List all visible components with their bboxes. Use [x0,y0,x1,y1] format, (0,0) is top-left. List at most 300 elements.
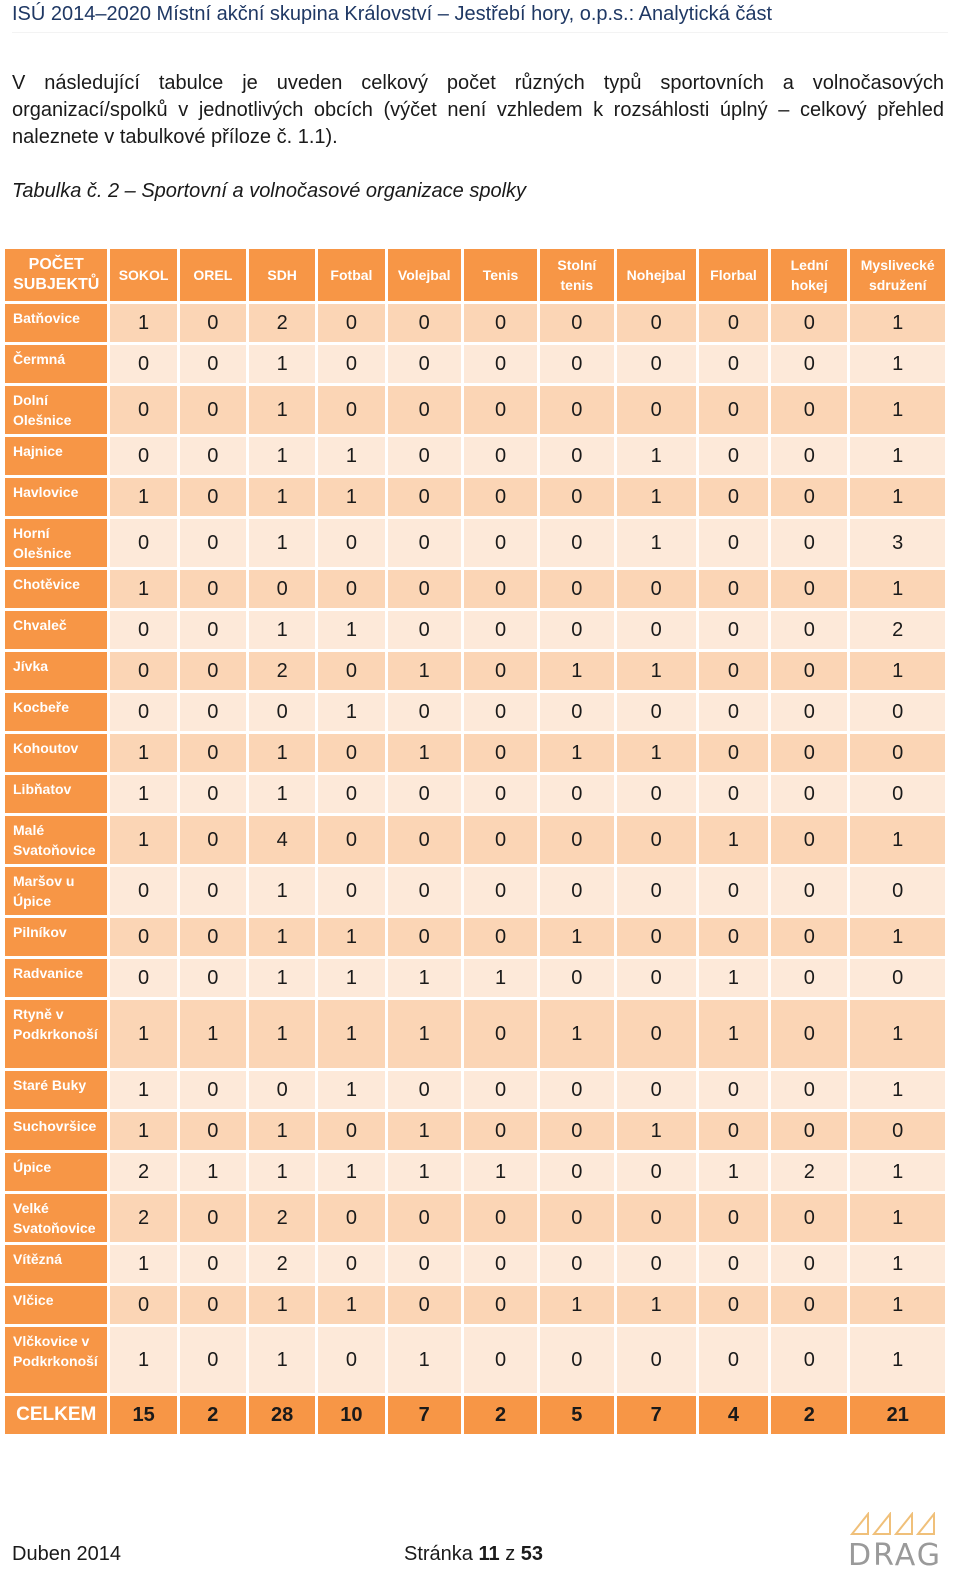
table-cell: 1 [180,1153,246,1191]
table-cell: 1 [699,1153,768,1191]
table-cell: 0 [617,959,696,997]
table-cell: 0 [617,386,696,434]
table-row [5,437,945,475]
table-cell: 2 [110,1153,176,1191]
table-cell: 0 [617,775,696,813]
total-row [5,1396,945,1434]
table-cell: 0 [180,345,246,383]
table-cell: 0 [771,1245,847,1283]
table-cell: 0 [540,437,613,475]
table-cell: 0 [699,1112,768,1150]
table-cell: 0 [771,816,847,864]
table-cell: 0 [388,1245,461,1283]
row-label: Jívka [5,652,107,690]
table-cell: 0 [540,867,613,915]
table-cell: 1 [699,1000,768,1068]
table-cell: 0 [464,775,537,813]
page-current: 11 [478,1543,500,1565]
table-cell: 0 [617,1327,696,1393]
table-row [5,959,945,997]
table-cell: 1 [850,652,945,690]
table-cell: 0 [388,693,461,731]
table-cell: 0 [318,775,384,813]
total-cell: 28 [249,1396,315,1434]
table-cell: 0 [617,867,696,915]
table-row [5,345,945,383]
drag-logo [848,1512,942,1576]
table-cell: 1 [850,478,945,516]
table-cell: 0 [540,1194,613,1242]
table-cell: 0 [464,519,537,567]
table-cell: 1 [617,437,696,475]
table-cell: 2 [249,304,315,342]
row-label: Vítězná [5,1245,107,1283]
table-cell: 0 [617,693,696,731]
table-cell: 0 [464,734,537,772]
table-cell: 0 [699,1194,768,1242]
table-cell: 0 [540,478,613,516]
table-cell: 0 [388,304,461,342]
total-cell: 2 [771,1396,847,1434]
table-cell: 0 [180,386,246,434]
column-header: Fotbal [318,249,384,301]
table-cell: 0 [464,918,537,956]
table-row [5,1245,945,1283]
table-cell: 0 [699,519,768,567]
table-row [5,918,945,956]
table-row [5,775,945,813]
table-cell: 1 [850,1000,945,1068]
table-cell: 0 [850,959,945,997]
table-cell: 3 [850,519,945,567]
table-cell: 0 [540,1112,613,1150]
table-cell: 0 [540,570,613,608]
table-cell: 1 [249,386,315,434]
table-cell: 0 [318,867,384,915]
table-row [5,1112,945,1150]
table-cell: 0 [699,345,768,383]
table-cell: 1 [617,1112,696,1150]
table-cell: 1 [249,437,315,475]
table-cell: 0 [617,1071,696,1109]
table-cell: 1 [850,304,945,342]
table-cell: 0 [388,867,461,915]
table-cell: 0 [699,918,768,956]
table-cell: 1 [110,1245,176,1283]
table-cell: 0 [180,1112,246,1150]
table-cell: 0 [699,570,768,608]
table-cell: 1 [110,816,176,864]
table-cell: 0 [540,611,613,649]
table-cell: 1 [249,611,315,649]
table-cell: 0 [540,775,613,813]
page-header: ISÚ 2014–2020 Místní akční skupina Království – Jestřebí hory, o.p.s.: Analytická část [12,0,948,33]
table-row [5,611,945,649]
table-cell: 0 [699,693,768,731]
table-cell: 1 [850,1286,945,1324]
table-cell: 0 [464,693,537,731]
page-separator: z [505,1543,516,1565]
table-cell: 1 [249,1153,315,1191]
table-cell: 0 [180,816,246,864]
table-cell: 0 [180,611,246,649]
table-cell: 1 [110,1071,176,1109]
table-cell: 0 [771,1286,847,1324]
table-cell: 0 [771,519,847,567]
table-cell: 0 [617,1153,696,1191]
table-cell: 0 [110,519,176,567]
table-cell: 1 [850,1245,945,1283]
table-cell: 0 [617,1000,696,1068]
table-cell: 0 [699,652,768,690]
table-cell: 0 [699,1286,768,1324]
sports-organizations-table [2,246,948,1437]
row-label: Havlovice [5,478,107,516]
table-cell: 0 [464,867,537,915]
table-cell: 0 [540,959,613,997]
table-cell: 0 [388,816,461,864]
table-cell: 0 [540,816,613,864]
table-row [5,1071,945,1109]
table-cell: 0 [249,570,315,608]
table-cell: 0 [180,867,246,915]
table-cell: 0 [464,386,537,434]
table-cell: 0 [617,345,696,383]
row-label: Úpice [5,1153,107,1191]
table-cell: 0 [464,1286,537,1324]
table-row [5,304,945,342]
table-cell: 0 [110,918,176,956]
table-cell: 2 [249,1245,315,1283]
table-row [5,693,945,731]
row-label: Velké Svatoňovice [5,1194,107,1242]
table-cell: 1 [110,478,176,516]
row-label: Hajnice [5,437,107,475]
table-cell: 1 [318,478,384,516]
table-cell: 0 [771,570,847,608]
table-cell: 1 [318,959,384,997]
table-cell: 0 [464,652,537,690]
table-cell: 2 [110,1194,176,1242]
column-header: SOKOL [110,249,176,301]
table-cell: 1 [110,775,176,813]
table-cell: 0 [318,1327,384,1393]
table-cell: 0 [850,1112,945,1150]
table-cell: 1 [850,570,945,608]
table-row [5,570,945,608]
table-cell: 2 [771,1153,847,1191]
table-cell: 0 [540,1245,613,1283]
table-cell: 0 [180,734,246,772]
table-cell: 0 [110,867,176,915]
table-cell: 0 [617,570,696,608]
table-cell: 1 [617,734,696,772]
row-label: Vlčice [5,1286,107,1324]
column-header: Lední hokej [771,249,847,301]
table-cell: 0 [617,918,696,956]
table-cell: 0 [699,478,768,516]
table-cell: 0 [180,652,246,690]
table-cell: 0 [388,611,461,649]
table-cell: 1 [388,1000,461,1068]
table-cell: 0 [388,345,461,383]
table-cell: 0 [318,652,384,690]
column-header: SDH [249,249,315,301]
table-row [5,1000,945,1068]
table-cell: 0 [110,959,176,997]
table-cell: 0 [110,1286,176,1324]
table-cell: 1 [249,734,315,772]
table-cell: 1 [318,437,384,475]
table-cell: 1 [464,959,537,997]
table-row [5,1327,945,1393]
table-cell: 0 [249,1071,315,1109]
page-prefix: Stránka [404,1543,473,1565]
table-cell: 0 [771,1194,847,1242]
table-cell: 1 [699,816,768,864]
row-label: Suchovršice [5,1112,107,1150]
column-header: Tenis [464,249,537,301]
row-label: Kocbeře [5,693,107,731]
table-cell: 0 [464,345,537,383]
table-cell: 0 [771,345,847,383]
total-label: CELKEM [5,1396,107,1434]
table-cell: 1 [180,1000,246,1068]
row-label: Vlčkovice v Podkrkonoší [5,1327,107,1393]
table-cell: 0 [180,519,246,567]
table-cell: 0 [771,693,847,731]
table-row [5,386,945,434]
table-cell: 0 [617,1194,696,1242]
table-cell: 1 [110,570,176,608]
table-cell: 0 [110,386,176,434]
total-cell: 10 [318,1396,384,1434]
table-cell: 1 [249,1327,315,1393]
corner-header: POČET SUBJEKTŮ [5,249,107,301]
row-label: Batňovice [5,304,107,342]
table-cell: 2 [249,1194,315,1242]
table-cell: 1 [249,775,315,813]
table-cell: 0 [699,1327,768,1393]
table-cell: 0 [180,437,246,475]
table-cell: 0 [318,519,384,567]
table-cell: 0 [464,304,537,342]
table-cell: 0 [771,1071,847,1109]
table-cell: 0 [110,652,176,690]
table-cell: 1 [388,734,461,772]
column-header: Myslivecké sdružení [850,249,945,301]
table-cell: 0 [850,867,945,915]
table-cell: 1 [249,1112,315,1150]
table-cell: 1 [850,1071,945,1109]
table-cell: 1 [540,918,613,956]
table-cell: 0 [617,1245,696,1283]
table-cell: 1 [388,1112,461,1150]
table-cell: 0 [388,570,461,608]
table-cell: 0 [699,867,768,915]
table-row [5,734,945,772]
table-cell: 0 [388,1071,461,1109]
table-cell: 1 [464,1153,537,1191]
table-cell: 1 [318,918,384,956]
table-cell: 0 [318,386,384,434]
table-cell: 0 [771,734,847,772]
table-cell: 0 [771,867,847,915]
table-cell: 0 [540,386,613,434]
table-cell: 0 [699,386,768,434]
column-header: Nohejbal [617,249,696,301]
row-label: Maršov u Úpice [5,867,107,915]
table-cell: 0 [388,1286,461,1324]
table-cell: 1 [249,519,315,567]
table-cell: 0 [699,437,768,475]
table-cell: 0 [180,959,246,997]
table-cell: 0 [388,775,461,813]
table-cell: 0 [110,693,176,731]
table-cell: 1 [249,478,315,516]
table-cell: 0 [388,478,461,516]
page-total: 53 [520,1543,544,1565]
row-label: Staré Buky [5,1071,107,1109]
table-cell: 0 [464,1245,537,1283]
table-cell: 1 [110,1000,176,1068]
table-cell: 0 [110,437,176,475]
table-cell: 1 [617,652,696,690]
table-cell: 0 [464,478,537,516]
table-cell: 1 [388,1153,461,1191]
column-header: Florbal [699,249,768,301]
table-cell: 0 [617,816,696,864]
logo-triangles-icon [848,1512,938,1536]
table-cell: 0 [180,918,246,956]
table-cell: 0 [540,1153,613,1191]
table-cell: 0 [464,1194,537,1242]
table-cell: 0 [771,918,847,956]
table-cell: 0 [850,775,945,813]
table-cell: 1 [850,437,945,475]
total-cell: 2 [464,1396,537,1434]
table-cell: 4 [249,816,315,864]
table-cell: 1 [850,386,945,434]
row-label: Kohoutov [5,734,107,772]
table-cell: 0 [180,304,246,342]
table-cell: 0 [464,611,537,649]
table-cell: 0 [540,345,613,383]
table-cell: 0 [771,304,847,342]
table-cell: 0 [318,1245,384,1283]
table-cell: 0 [110,345,176,383]
row-label: Rtyně v Podkrkonoší [5,1000,107,1068]
total-cell: 21 [850,1396,945,1434]
table-cell: 1 [110,304,176,342]
table-cell: 1 [318,611,384,649]
table-cell: 1 [540,1000,613,1068]
table-header-row [5,249,945,301]
column-header: Volejbal [388,249,461,301]
table-cell: 1 [699,959,768,997]
table-cell: 1 [850,1153,945,1191]
table-cell: 0 [771,437,847,475]
table-cell: 0 [180,775,246,813]
table-cell: 0 [771,775,847,813]
table-cell: 0 [771,478,847,516]
table-cell: 0 [464,1071,537,1109]
table-cell: 1 [249,918,315,956]
table-cell: 0 [180,570,246,608]
total-cell: 4 [699,1396,768,1434]
table-cell: 1 [388,652,461,690]
table-cell: 0 [540,519,613,567]
table-cell: 0 [318,570,384,608]
table-cell: 1 [318,1000,384,1068]
table-cell: 1 [110,734,176,772]
table-cell: 0 [180,1194,246,1242]
table-cell: 0 [699,611,768,649]
table-cell: 0 [540,304,613,342]
table-cell: 1 [249,1000,315,1068]
table-row [5,519,945,567]
row-label: Libňatov [5,775,107,813]
table-cell: 1 [110,1112,176,1150]
intro-paragraph: V následující tabulce je uveden celkový počet různých typů sportovních a volnočasových organizací/spolků v jednotlivých obcích (výčet není vzhledem k rozsáhlosti úplný – celkový přehled naleznete v tabulkové příloze č. 1.1). [12,72,944,148]
column-header: Stolní tenis [540,249,613,301]
table-cell: 0 [617,304,696,342]
table-cell: 1 [249,959,315,997]
row-label: Chvaleč [5,611,107,649]
table-cell: 0 [699,1071,768,1109]
table-cell: 0 [388,386,461,434]
table-cell: 0 [388,519,461,567]
table-cell: 0 [771,386,847,434]
row-label: Dolní Olešnice [5,386,107,434]
table-cell: 0 [771,1112,847,1150]
row-label: Pilníkov [5,918,107,956]
table-cell: 1 [850,918,945,956]
table-cell: 1 [617,478,696,516]
table-cell: 1 [318,693,384,731]
table-cell: 0 [771,611,847,649]
table-cell: 0 [617,611,696,649]
table-cell: 0 [771,652,847,690]
table-cell: 0 [180,1245,246,1283]
table-cell: 0 [388,918,461,956]
table-cell: 0 [699,1245,768,1283]
table-cell: 0 [464,1112,537,1150]
total-cell: 2 [180,1396,246,1434]
table-row [5,1194,945,1242]
table-cell: 1 [850,1194,945,1242]
table-cell: 0 [180,1071,246,1109]
table-cell: 1 [249,867,315,915]
table-cell: 0 [540,1071,613,1109]
table-cell: 0 [699,304,768,342]
table-row [5,816,945,864]
table-cell: 1 [249,1286,315,1324]
column-header: OREL [180,249,246,301]
table-cell: 1 [388,959,461,997]
table-row [5,1286,945,1324]
table-row [5,652,945,690]
table-cell: 0 [540,693,613,731]
table-cell: 1 [318,1153,384,1191]
table-cell: 0 [699,775,768,813]
table-cell: 0 [318,1194,384,1242]
table-cell: 2 [249,652,315,690]
table-cell: 0 [771,1327,847,1393]
table-cell: 0 [110,611,176,649]
row-label: Chotěvice [5,570,107,608]
table-cell: 0 [850,734,945,772]
